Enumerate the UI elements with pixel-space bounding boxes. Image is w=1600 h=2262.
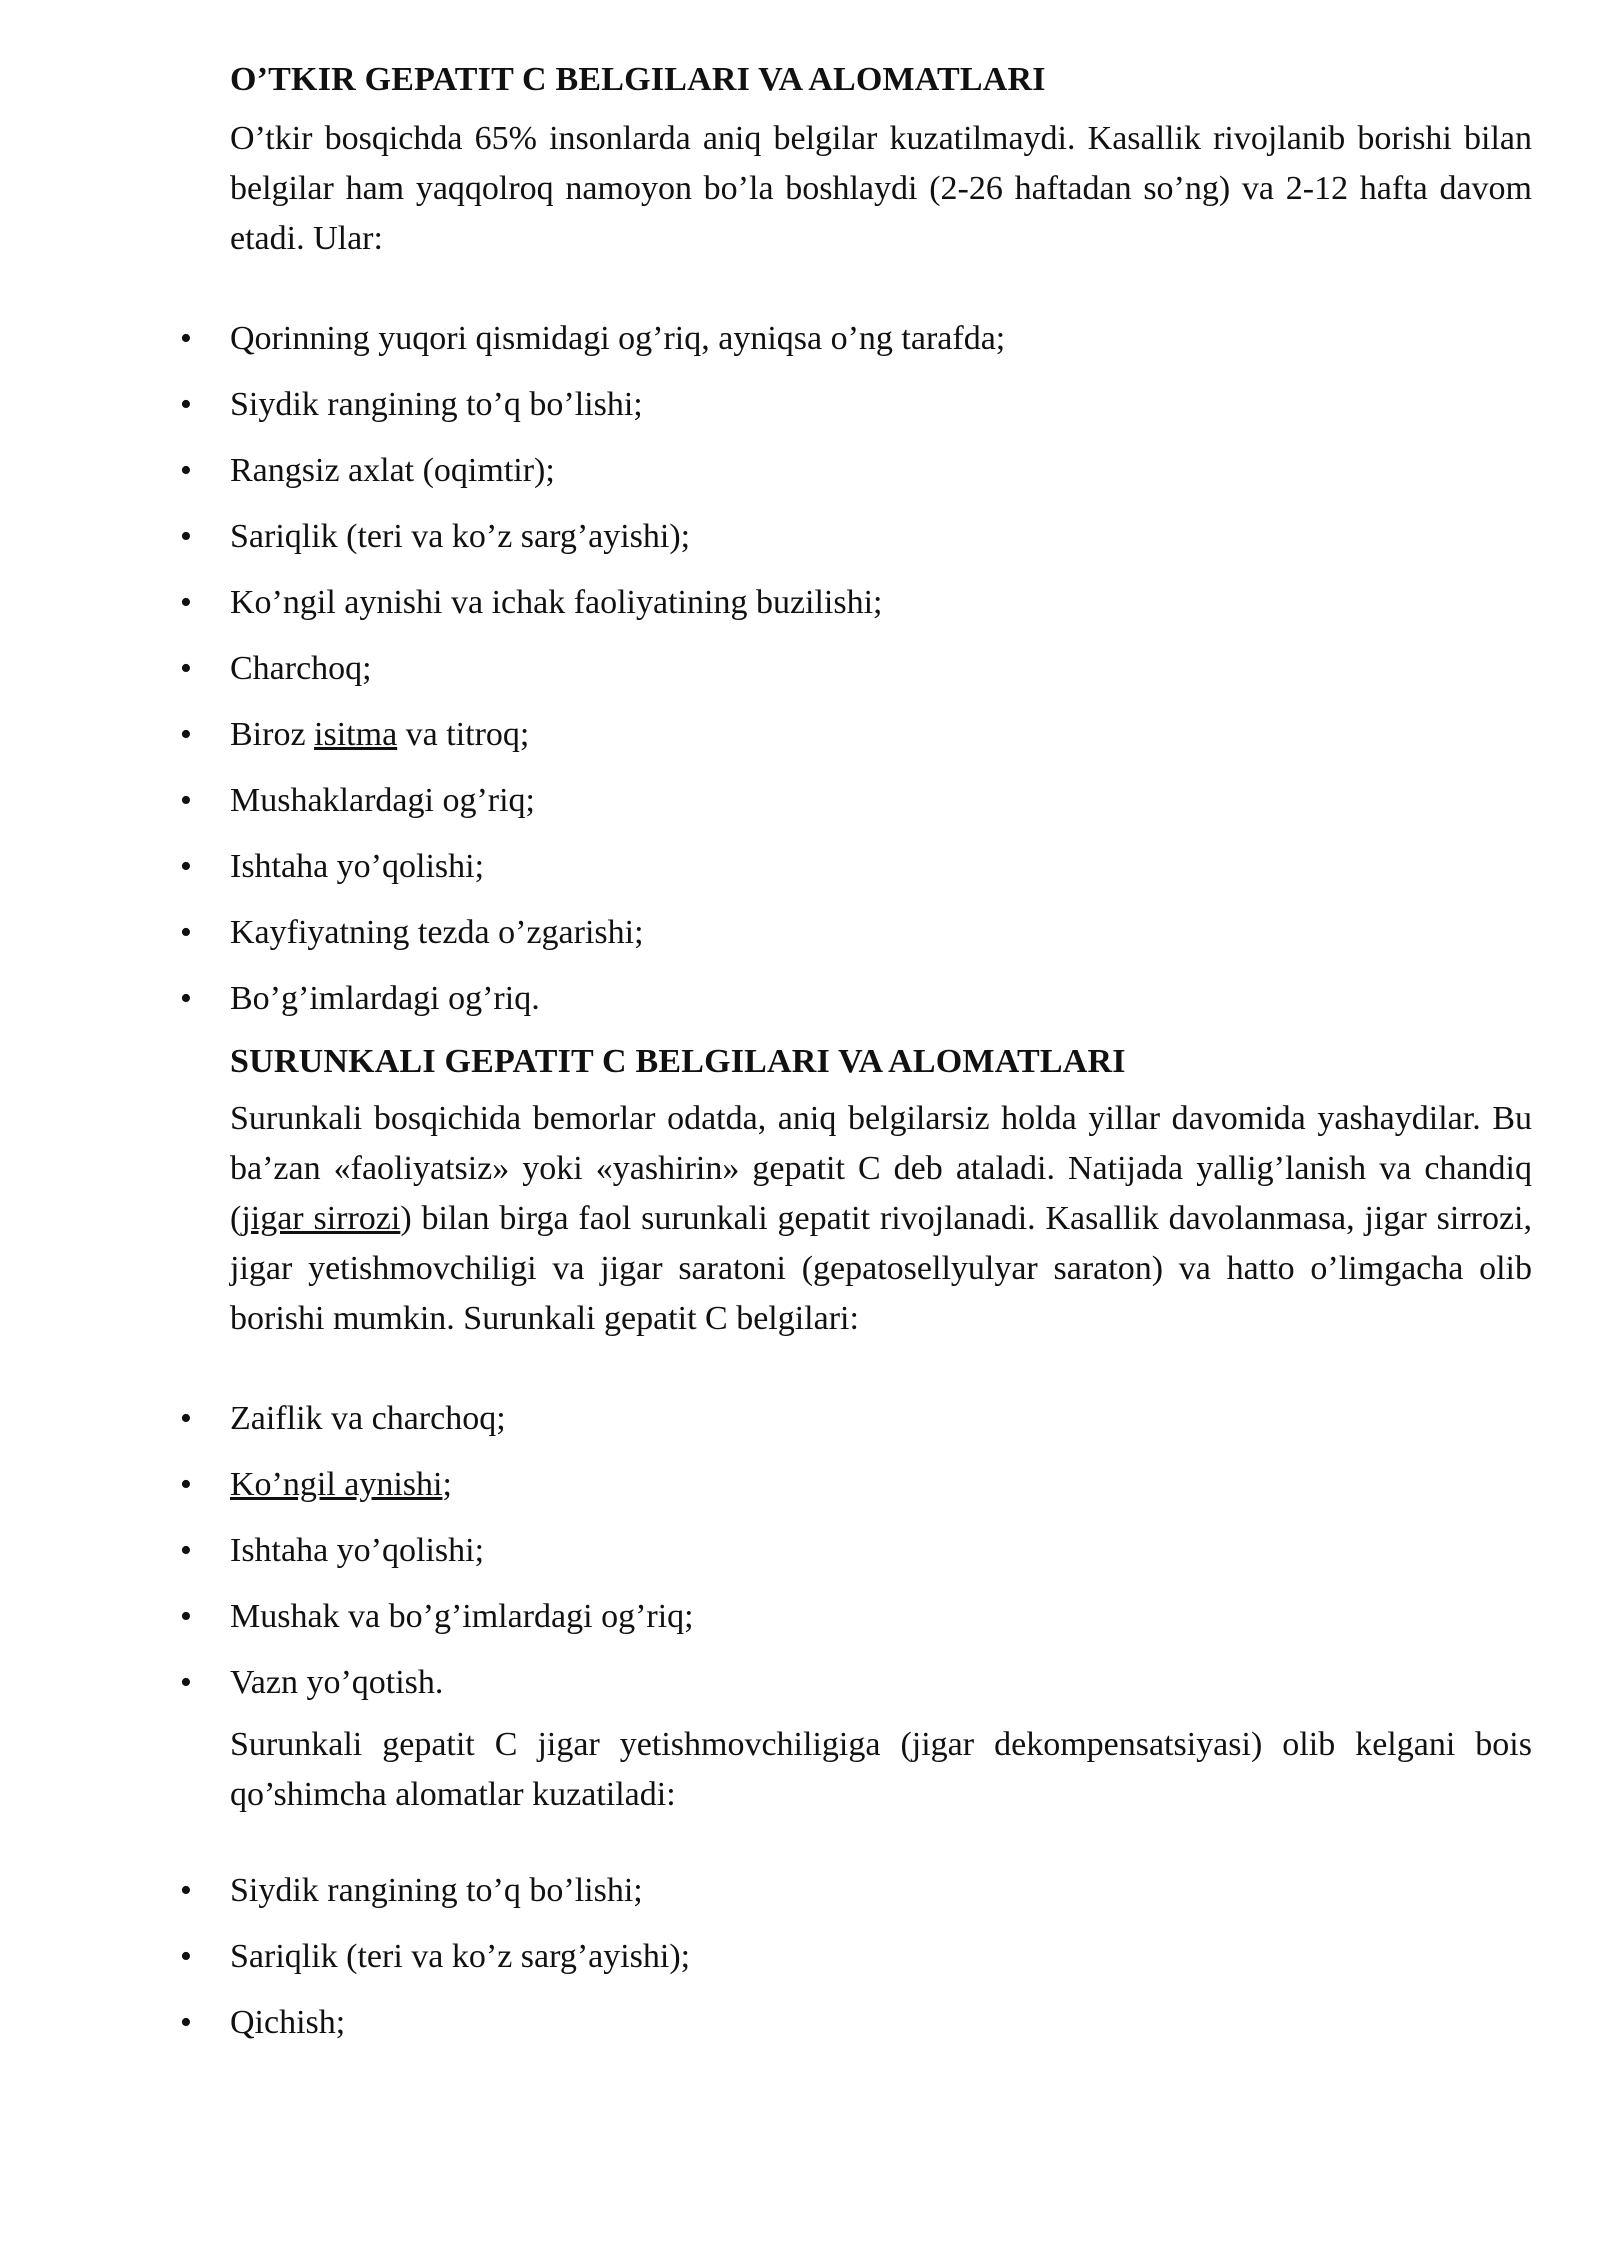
jigar-sirrozi-link[interactable]: jigar sirrozi <box>241 1200 401 1237</box>
list-item: • Siydik rangining to’q bo’lishi; <box>230 372 1532 438</box>
list-item: • Biroz isitma va titroq; <box>230 702 1532 768</box>
list-item: • Zaiflik va charchoq; <box>230 1386 1532 1452</box>
bullet-icon: • <box>180 1400 192 1437</box>
list-item: • Siydik rangining to’q bo’lishi; <box>230 1858 1532 1924</box>
isitma-link[interactable]: isitma <box>314 716 398 753</box>
bullet-icon: • <box>180 782 192 819</box>
list-item: • Mushak va bo’g’imlardagi og’riq; <box>230 1584 1532 1650</box>
list-item: • Kayfiyatning tezda o’zgarishi; <box>230 900 1532 966</box>
bullet-icon: • <box>180 650 192 687</box>
list-item: • Ishtaha yo’qolishi; <box>230 834 1532 900</box>
bullet-icon: • <box>180 518 192 555</box>
list-item: • Qichish; <box>230 1990 1532 2056</box>
list-item: • Bo’g’imlardagi og’riq. <box>230 966 1532 1032</box>
list-item: • Charchoq; <box>230 636 1532 702</box>
bullet-icon: • <box>180 452 192 489</box>
bullet-icon: • <box>180 1466 192 1503</box>
bullet-icon: • <box>180 914 192 951</box>
section-heading-chronic: SURUNKALI GEPATIT C BELGILARI VA ALOMATLARI <box>230 1043 1126 1080</box>
bullet-icon: • <box>180 1664 192 1701</box>
bullet-icon: • <box>180 386 192 423</box>
list-item: • Ko’ngil aynishi; <box>230 1452 1532 1518</box>
section-heading-acute: O’TKIR GEPATIT C BELGILARI VA ALOMATLARI <box>230 61 1046 98</box>
list-item: • Mushaklardagi og’riq; <box>230 768 1532 834</box>
list-item: • Ko’ngil aynishi va ichak faoliyatining buzilishi; <box>230 570 1532 636</box>
acute-symptom-list <box>180 306 1532 1032</box>
bullet-icon: • <box>180 1938 192 1975</box>
list-item: • Sariqlik (teri va ko’z sarg’ayishi); <box>230 504 1532 570</box>
bullet-icon: • <box>180 1872 192 1909</box>
list-item: • Sariqlik (teri va ko’z sarg’ayishi); <box>230 1924 1532 1990</box>
chronic-intro-paragraph: Surunkali bosqichida bemorlar odatda, aniq belgilarsiz holda yillar davomida yashaydilar. Bu ba’zan «faoliyatsiz» yoki «yashirin» gepatit C deb ataladi. Natijada yallig’lanish va chandiq (jigar sirrozi) bilan birga faol surunkali gepatit rivojlanadi. Kasallik davolanmasa, jigar sirrozi, jigar yetishmovchiligi va jigar saratoni (gepatosellyulyar saraton) va hatto o’limgacha olib borishi mumkin. Surunkali gepatit C belgilari: <box>230 1100 1532 1337</box>
kongil-aynishi-link[interactable]: Ko’ngil aynishi <box>230 1466 443 1503</box>
bullet-icon: • <box>180 2004 192 2041</box>
list-item: • Rangsiz axlat (oqimtir); <box>230 438 1532 504</box>
decompensation-paragraph: Surunkali gepatit C jigar yetishmovchiligiga (jigar dekompensatsiyasi) olib kelgani bois qo’shimcha alomatlar kuzatiladi: <box>230 1726 1532 1813</box>
list-item: • Vazn yo’qotish. <box>230 1650 1532 1716</box>
bullet-icon: • <box>180 848 192 885</box>
document-content <box>180 52 1532 2056</box>
bullet-icon: • <box>180 716 192 753</box>
bullet-icon: • <box>180 1598 192 1635</box>
chronic-symptom-list <box>180 1386 1532 1716</box>
bullet-icon: • <box>180 1532 192 1569</box>
bullet-icon: • <box>180 320 192 357</box>
bullet-icon: • <box>180 980 192 1017</box>
list-item: • Ishtaha yo’qolishi; <box>230 1518 1532 1584</box>
acute-intro-paragraph: O’tkir bosqichda 65% insonlarda aniq belgilar kuzatilmaydi. Kasallik rivojlanib borishi bilan belgilar ham yaqqolroq namoyon bo’la boshlaydi (2-26 haftadan so’ng) va 2-12 hafta davom etadi. Ular: <box>230 120 1532 257</box>
decompensation-symptom-list <box>180 1858 1532 2056</box>
list-item: • Qorinning yuqori qismidagi og’riq, ayniqsa o’ng tarafda; <box>230 306 1532 372</box>
bullet-icon: • <box>180 584 192 621</box>
